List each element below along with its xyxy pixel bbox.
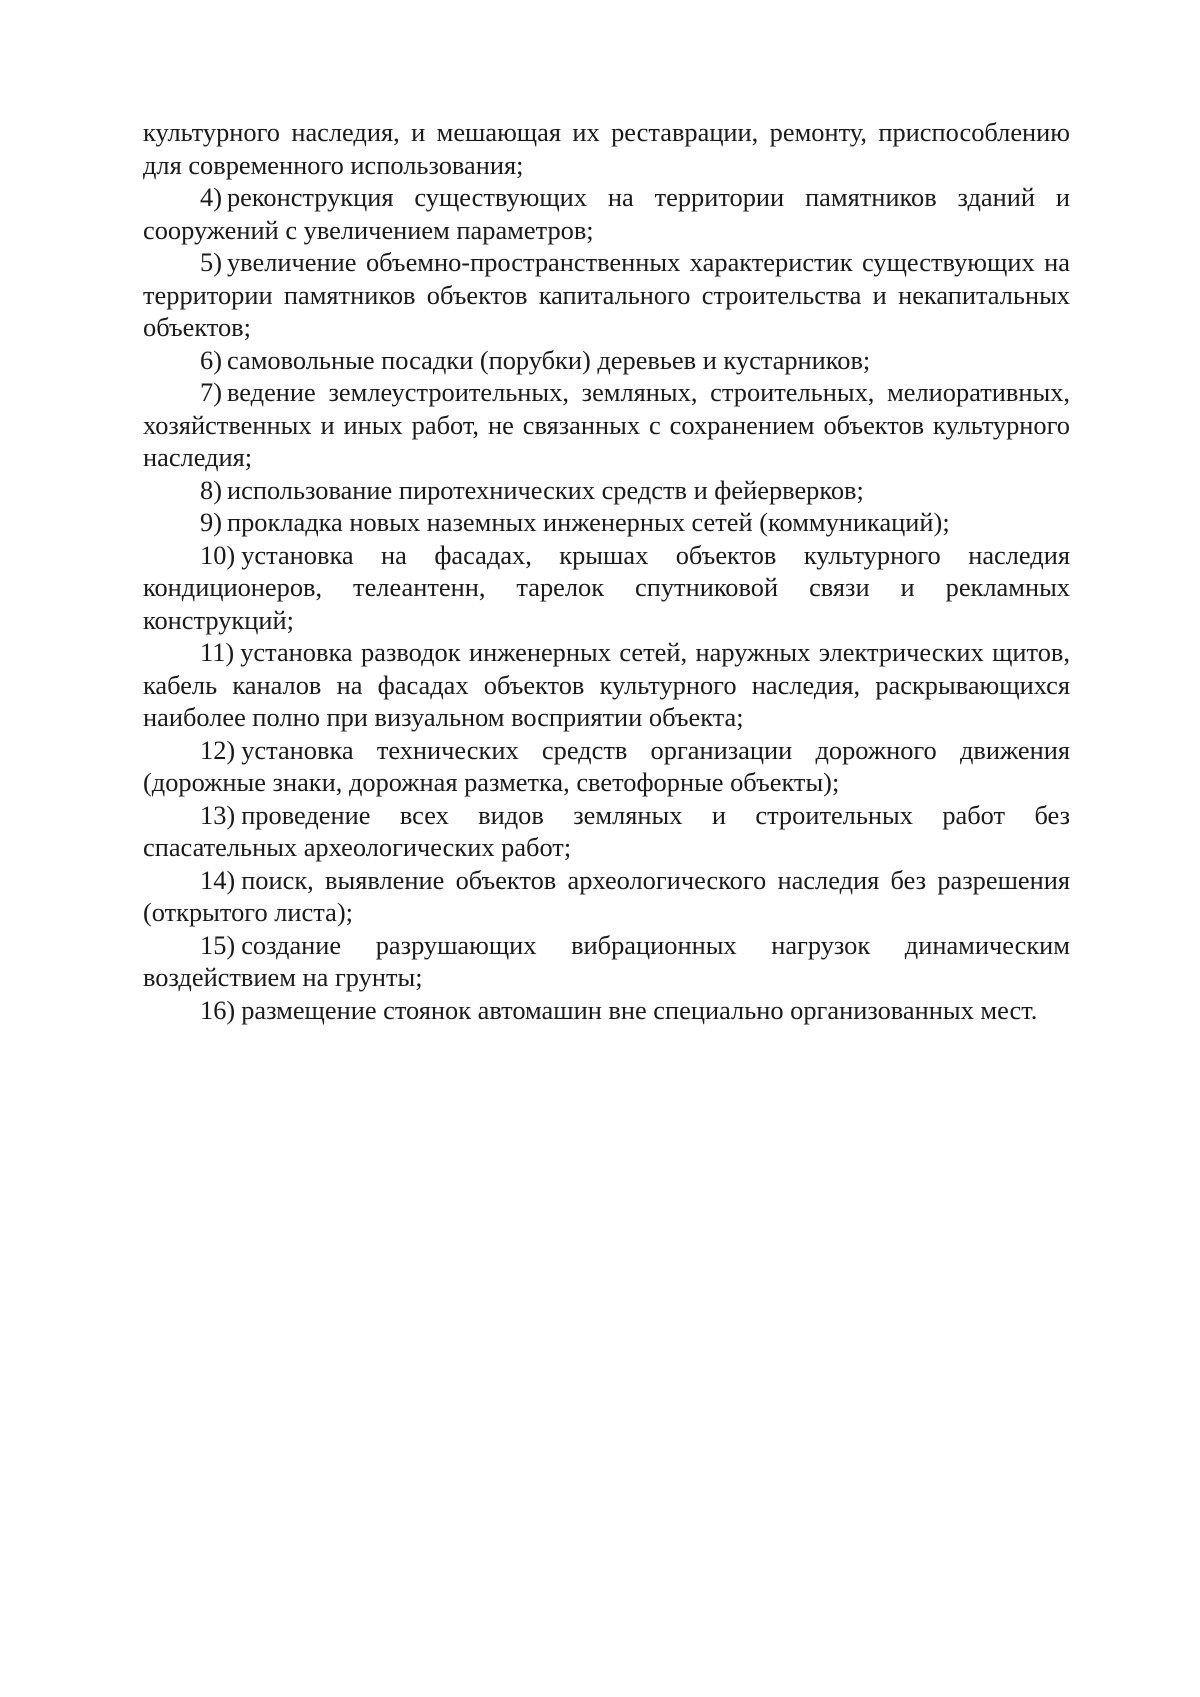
- list-item-text: самовольные посадки (порубки) деревьев и кустарников;: [226, 344, 871, 375]
- list-item: [143, 376, 1070, 474]
- list-item-text: установка на фасадах, крышах объектов культурного наследия кондиционеров, телеантенн, тарелок спутниковой связи и рекламных конструкций;: [143, 539, 1070, 635]
- list-item: [143, 181, 1070, 246]
- list-item-text: размещение стоянок автомашин вне специально организованных мест.: [241, 994, 1038, 1025]
- list-item-number: 10): [200, 539, 236, 570]
- list-item: [143, 344, 1070, 377]
- list-item: [143, 994, 1070, 1027]
- list-item-number: 6): [200, 344, 222, 375]
- list-item: [143, 506, 1070, 539]
- list-item-text: прокладка новых наземных инженерных сетей (коммуникаций);: [226, 507, 950, 537]
- list-item-number: 16): [200, 994, 236, 1025]
- list-item-number: 4): [200, 182, 222, 212]
- list-item-number: 5): [200, 247, 222, 277]
- intro-paragraph: культурного наследия, и мешающая их реставрации, ремонту, приспособлению для современного использования;: [143, 117, 1070, 180]
- list-item-text: ведение землеустроительных, земляных, строительных, мелиоративных, хозяйственных и иных работ, не связанных с сохранением объектов культурного наследия;: [143, 377, 1070, 472]
- list-item: [143, 929, 1070, 994]
- list-item: [143, 864, 1070, 929]
- list-item-number: 8): [200, 474, 222, 505]
- list-item-number: 11): [200, 637, 235, 667]
- list-item-text: использование пиротехнических средств и фейерверков;: [226, 474, 864, 505]
- list-item: [143, 539, 1070, 637]
- list-item-number: 15): [200, 929, 236, 960]
- list-item: [143, 799, 1070, 864]
- list-item-text: поиск, выявление объектов археологического наследия без разрешения (открытого листа);: [143, 864, 1070, 927]
- list-item-number: 13): [200, 799, 236, 830]
- list-item-number: 7): [200, 377, 222, 407]
- list-item: [143, 246, 1070, 344]
- document-body: [143, 116, 1070, 1026]
- list-item-number: 12): [200, 734, 236, 765]
- list-item: [143, 474, 1070, 507]
- list-item-text: увеличение объемно-пространственных характеристик существующих на территории памятников объектов капитального строительства и некапитальных объектов;: [143, 247, 1070, 342]
- list-item-text: установка технических средств организации дорожного движения (дорожные знаки, дорожная разметка, светофорные объекты);: [143, 734, 1070, 797]
- list-item-number: 14): [200, 864, 236, 895]
- list-item-number: 9): [200, 507, 222, 537]
- list-item-text: реконструкция существующих на территории памятников зданий и сооружений с увеличением параметров;: [143, 182, 1070, 245]
- list-item-text: создание разрушающих вибрационных нагрузок динамическим воздействием на грунты;: [143, 929, 1070, 992]
- list-item-text: проведение всех видов земляных и строительных работ без спасательных археологических работ;: [143, 799, 1070, 862]
- list-item: [143, 636, 1070, 734]
- list-item: [143, 734, 1070, 799]
- list-item-text: установка разводок инженерных сетей, наружных электрических щитов, кабель каналов на фасадах объектов культурного наследия, раскрывающихся наиболее полно при визуальном восприятии объекта;: [143, 637, 1070, 732]
